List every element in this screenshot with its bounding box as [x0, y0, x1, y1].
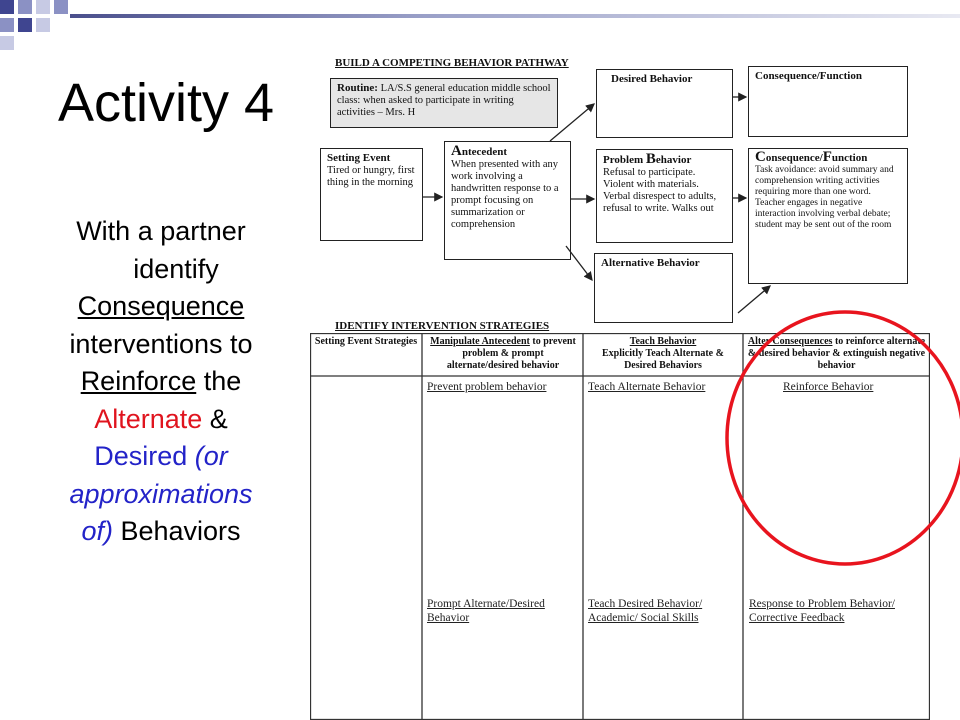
- instruction-fragment: &: [202, 403, 228, 434]
- reinforce-word: Reinforce: [80, 366, 197, 396]
- problem-label: ehavior: [655, 154, 692, 166]
- corner-square: [18, 18, 32, 32]
- instruction-line: identify: [133, 253, 219, 284]
- col-header-antecedent: [426, 336, 580, 372]
- instruction-fragment: of): [81, 516, 113, 546]
- setting-event-label: Setting Event: [327, 152, 391, 164]
- instruction-fragment: the: [196, 366, 242, 396]
- cell-response-problem: Response to Problem Behavior/ Corrective Feedback: [749, 598, 895, 624]
- routine-text: LA/S.S general education middle school class: when asked to participate in writing activities – Mrs. H: [337, 83, 551, 118]
- antecedent-label: ntecedent: [461, 146, 508, 158]
- consequence-word: Consequence: [77, 291, 245, 321]
- cf-text: Teacher engages in negative interaction involving verbal debate; student may be sent out of the room: [755, 198, 892, 230]
- col-header-consequences: [746, 336, 927, 372]
- corner-square: [0, 0, 14, 14]
- col-header-text: to prevent problem & prompt alternate/desired behavior: [446, 336, 576, 371]
- strategies-header: IDENTIFY INTERVENTION STRATEGIES: [335, 320, 550, 332]
- title-bar-line: [70, 14, 960, 18]
- cf-initial: C: [755, 149, 766, 165]
- antecedent-text: When presented with any work involving a handwritten response to a prompt focusing on summarization or comprehension: [451, 159, 559, 230]
- problem-text: Refusal to participate. Violent with materials. Verbal disrespect to adults, refusal to write. Walks out: [603, 167, 717, 214]
- pathway-header: BUILD A COMPETING BEHAVIOR PATHWAY: [335, 57, 569, 69]
- cell-teach-desired: Teach Desired Behavior/ Academic/ Social Skills: [588, 598, 703, 624]
- cf-text: Task avoidance: avoid summary and comprehension writing activities requiring more than one word.: [755, 165, 894, 197]
- col-header-text: to reinforce alternate & desired behavior & extinguish negative behavior: [747, 336, 926, 371]
- arrow: [566, 246, 592, 280]
- behaviors-word: Behaviors: [112, 516, 241, 546]
- corner-square: [54, 0, 68, 14]
- desired-behavior-label: Desired Behavior: [611, 73, 693, 85]
- instruction-line: With a partner: [76, 216, 246, 246]
- slide-title: Activity 4: [58, 73, 275, 133]
- cell-prevent-problem: Prevent problem behavior: [427, 381, 547, 393]
- instruction-fragment: (or: [187, 441, 228, 471]
- cf-label: onsequence/: [765, 152, 823, 164]
- strategies-table: [310, 333, 930, 720]
- col-header-text: Alter Consequences: [747, 336, 833, 347]
- approximations-word: approximations: [69, 478, 253, 509]
- corner-square: [18, 0, 32, 14]
- cell-prompt-alternate: Prompt Alternate/Desired Behavior: [427, 598, 545, 624]
- alternate-word: Alternate: [94, 403, 203, 434]
- arrow: [738, 286, 770, 313]
- consequence-function-top-label: Consequence/Function: [755, 70, 862, 82]
- corner-square: [0, 18, 14, 32]
- antecedent-initial: A: [451, 143, 462, 159]
- pathway-arrows: [300, 50, 960, 340]
- desired-word: Desired: [94, 441, 188, 471]
- cf-initial: F: [822, 149, 832, 165]
- arrow: [550, 104, 594, 141]
- problem-label: Problem: [603, 154, 646, 166]
- cell-reinforce-behavior: Reinforce Behavior: [783, 381, 874, 393]
- worksheet-image: [300, 50, 960, 720]
- col-header-text: Explicitly Teach Alternate & Desired Behaviors: [602, 348, 724, 371]
- cell-teach-alternate: Teach Alternate Behavior: [588, 381, 706, 393]
- corner-square: [36, 18, 50, 32]
- instruction-text: [30, 213, 292, 551]
- col-header-text: Teach Behavior: [629, 336, 697, 347]
- col-header-setting-event: Setting Event Strategies: [314, 336, 418, 347]
- routine-label: Routine:: [337, 82, 378, 94]
- setting-event-text: Tired or hungry, first thing in the morning: [327, 165, 415, 188]
- alternative-behavior-label: Alternative Behavior: [601, 257, 700, 269]
- corner-square: [0, 36, 14, 50]
- corner-square: [36, 0, 50, 14]
- col-header-teach: [587, 336, 739, 372]
- cf-label: unction: [831, 152, 868, 164]
- instruction-line: interventions to: [69, 328, 253, 359]
- problem-initial: B: [645, 151, 656, 167]
- col-header-text: Manipulate Antecedent: [430, 336, 530, 347]
